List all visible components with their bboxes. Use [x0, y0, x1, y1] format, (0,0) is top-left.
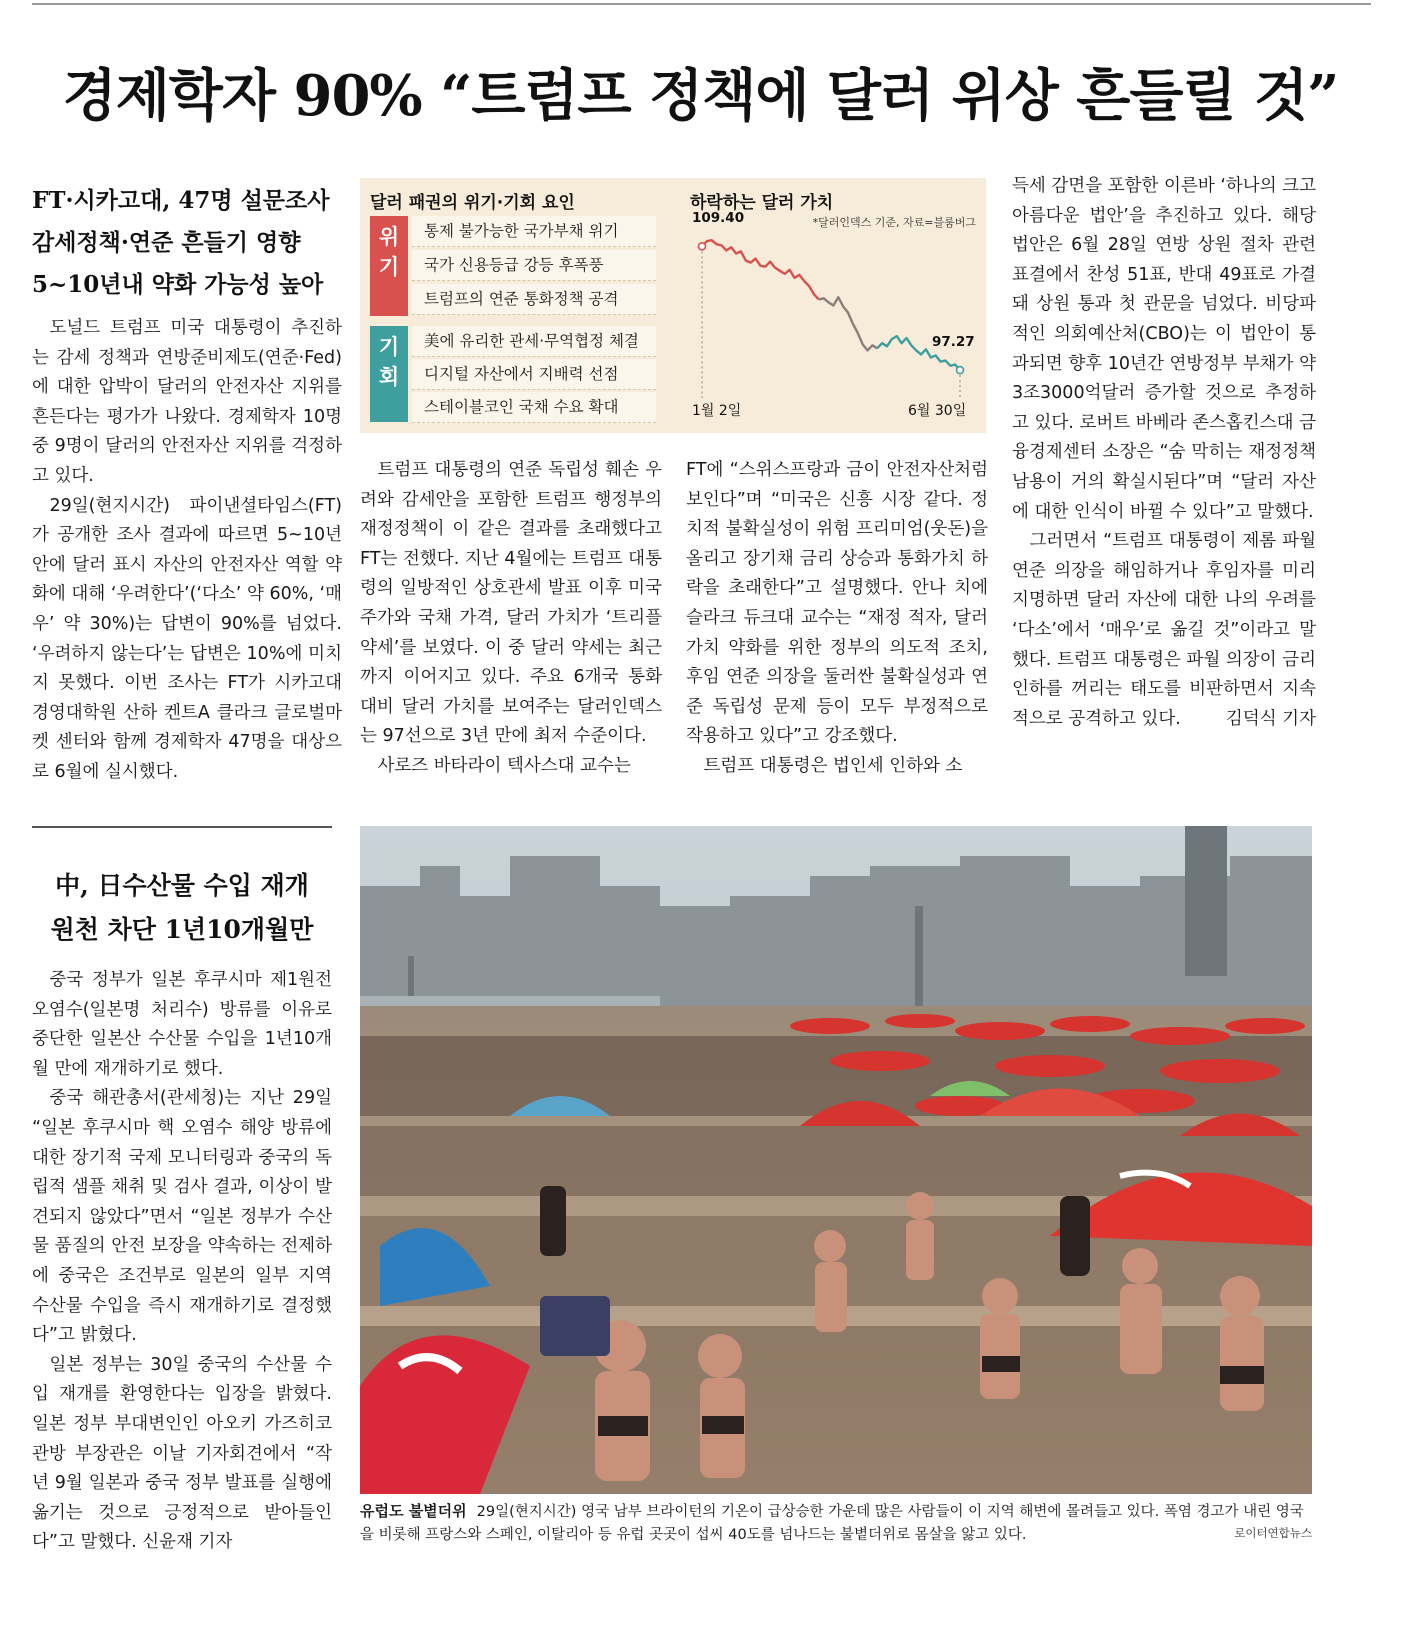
paragraph: 사로즈 바타라이 텍사스대 교수는	[377, 755, 631, 776]
paragraph: 트럼프 대통령의 연준 독립성 훼손 우려와 감세안을 포함한 트럼프 행정부의 재정정책이 이 같은 결과를 초래했다고 FT는 전했다. 지난 4월에는 트럼프 대통령의 일방적인 상호관세 발표 이후 미국 주가와 국채 가격, 달러 가치가 ‘트리플 약세’를 보였다. 이 중 달러 약세는 최근까지 이어지고 있다. 주요 6개국 통화 대비 달러 가치를 보여주는 달러인덱스는 97선으로 3년 만에 최저 수준이다.	[360, 460, 662, 747]
subheads	[32, 180, 342, 306]
photo-credit: 로이터연합뉴스	[1234, 1526, 1312, 1540]
opportunity-item: 스테이블코인 국채 수요 확대	[412, 392, 656, 423]
risk-item: 국가 신용등급 강등 후폭풍	[412, 250, 656, 281]
byline: 김덕식 기자	[1225, 708, 1316, 729]
dollar-index-chart	[678, 178, 986, 433]
chart-start-value-label: 109.40	[692, 210, 745, 226]
subhead-line: 감세정책·연준 흔들기 영향	[32, 229, 301, 256]
chart-end-value-label: 97.27	[932, 334, 975, 350]
paragraph: 중국 해관총서(관세청)는 지난 29일 “일본 후쿠시마 핵 오염수 해양 방류에 대한 장기적 국제 모니터링과 중국의 독립적 샘플 채취 및 검사 결과, 이상이 발견되지 않았다”면서 “일본 정부가 수산물 품질의 안전 보장을 약속하는 전제하에 중국은 조건부로 일본의 일부 지역 수산물 수입을 즉시 재개하기로 결정했다”고 밝혔다.	[32, 1088, 332, 1346]
caption-text: 29일(현지시간) 영국 남부 브라이턴의 기온이 급상승한 가운데 많은 사람들이 이 지역 해변에 몰려들고 있다. 폭염 경고가 내린 영국을 비롯해 프랑스와 스페인, 이탈리아 등 유럽 곳곳이 섭씨 40도를 넘나드는 불볕더위로 몸살을 앓고 있다.	[360, 1504, 1304, 1543]
article1-column-1	[32, 314, 342, 788]
photo-caption	[360, 1500, 1312, 1547]
beach-crowd-photo	[360, 826, 1312, 1494]
paragraph: 일본 정부는 30일 중국의 수산물 수입 재개를 환영한다는 입장을 밝혔다. 일본 정부 부대변인인 아오키 가즈히코 관방 부장관은 이날 기자회견에서 “작년 9월 일본과 중국 정부 발표를 실행에 옮기는 것으로 긍정적으로 받아들인다”고 말했다. 신윤재 기자	[32, 1354, 332, 1553]
section-divider	[32, 826, 332, 828]
top-rule	[32, 3, 1371, 5]
article1-column-3	[686, 456, 988, 782]
infographic-title: 달러 패권의 위기·기회 요인	[370, 193, 575, 213]
paragraph: 그러면서 “트럼프 대통령이 제롬 파월 연준 의장을 해임하거나 후임자를 미리 지명하면 달러 자산에 대한 나의 우려를 ‘다소’에서 ‘매우’로 옮길 것”이라고 말했다. 트럼프 대통령은 파월 의장이 금리 인하를 꺼리는 태도를 비판하면서 지속적으로 공격하고 있다.	[1012, 531, 1316, 729]
article2-body	[32, 966, 332, 1558]
paragraph: 트럼프 대통령은 법인세 인하와 소	[703, 755, 963, 776]
risk-label	[370, 216, 408, 316]
caption-title: 유럽도 불볕더위	[360, 1502, 467, 1520]
subhead-line: FT·시카고대, 47명 설문조사	[32, 187, 330, 214]
chart-title: 하락하는 달러 가치	[690, 193, 834, 213]
chart-series-line-segment-2	[819, 297, 877, 350]
article2-headline	[32, 864, 332, 952]
chart-x-end-label: 6월 30일	[908, 403, 967, 419]
opportunity-label-text: 기회	[378, 335, 400, 389]
dollar-infographic	[360, 178, 986, 433]
paragraph: 도널드 트럼프 미국 대통령이 추진하는 감세 정책과 연방준비제도(연준·Fed)에 대한 압박이 달러의 안전자산 지위를 흔든다는 평가가 나왔다. 경제학자 10명 중 9명이 달러의 안전자산 지위를 걱정하고 있다.	[32, 318, 342, 486]
chart-end-point	[957, 367, 964, 374]
opportunity-item: 美에 유리한 관세·무역협정 체결	[412, 326, 656, 357]
chart-series-line-segment-1	[702, 240, 819, 299]
article2-headline-line: 中, 日수산물 수입 재개	[55, 871, 309, 900]
paragraph: FT에 “스위스프랑과 금이 안전자산처럼 보인다”며 “미국은 신흥 시장 같다. 정치적 불확실성이 위험 프리미엄(웃돈)을 올리고 장기채 금리 상승과 통화가치 하락을 초래한다”고 설명했다. 안나 치에슬라크 듀크대 교수는 “재정 적자, 달러 가치 약화를 위한 정부의 의도적 조치, 후임 연준 의장을 둘러싼 불확실성과 연준 독립성 문제 등이 모두 부정적으로 작용하고 있다”고 강조했다.	[686, 460, 988, 747]
risk-item: 트럼프의 연준 통화정책 공격	[412, 284, 656, 315]
chart-x-start-label: 1월 2일	[692, 403, 742, 419]
article1-column-2	[360, 456, 662, 782]
article2-headline-line: 원천 차단 1년10개월만	[50, 915, 314, 944]
opportunity-item: 디지털 자산에서 지배력 선점	[412, 359, 656, 390]
paragraph: 29일(현지시간) 파이낸셜타임스(FT)가 공개한 조사 결과에 따르면 5~10년 안에 달러 표시 자산의 안전자산 역할 약화에 대해 ‘우려한다’(‘다소’ 약 60%, ‘매우’ 약 30%)는 답변이 90%를 넘었다. ‘우려하지 않는다’는 답변은 10%에 미치지 못했다. 이번 조사는 FT가 시카고대 경영대학원 산하 켄트A 클라크 글로벌마켓 센터와 함께 경제학자 47명을 대상으로 6월에 실시했다.	[32, 495, 342, 782]
risk-item: 통제 불가능한 국가부채 위기	[412, 216, 656, 247]
opportunity-label	[370, 326, 408, 422]
paragraph: 득세 감면을 포함한 이른바 ‘하나의 크고 아름다운 법안’을 추진하고 있다. 해당 법안은 6월 28일 연방 상원 절차 관련 표결에서 찬성 51표, 반대 49표로 가결돼 상원 통과 첫 관문을 넘었다. 비당파적인 의회예산처(CBO)는 이 법안이 통과되면 향후 10년간 연방정부 부채가 약 3조3000억달러 증가할 것으로 추정하고 있다. 로버트 바베라 존스홉킨스대 금융경제센터 소장은 “숨 막히는 재정정책 남용이 거의 확실시된다”며 “달러 자산에 대한 인식이 바뀔 수 있다”고 말했다.	[1012, 176, 1316, 522]
paragraph: 중국 정부가 일본 후쿠시마 제1원전 오염수(일본명 처리수) 방류를 이유로 중단한 일본산 수산물 수입을 1년10개월 만에 재개하기로 했다.	[32, 970, 332, 1079]
risk-label-text: 위기	[378, 225, 400, 279]
chart-source-note: *달러인덱스 기준, 자료=블룸버그	[812, 216, 976, 229]
subhead-line: 5~10년내 약화 가능성 높아	[32, 271, 324, 298]
chart-start-point	[699, 243, 706, 250]
beach-photo-illustration	[360, 826, 1312, 1494]
headline: 경제학자 90% “트럼프 정책에 달러 위상 흔들릴 것”	[62, 63, 1339, 129]
article1-column-4	[1012, 172, 1316, 734]
